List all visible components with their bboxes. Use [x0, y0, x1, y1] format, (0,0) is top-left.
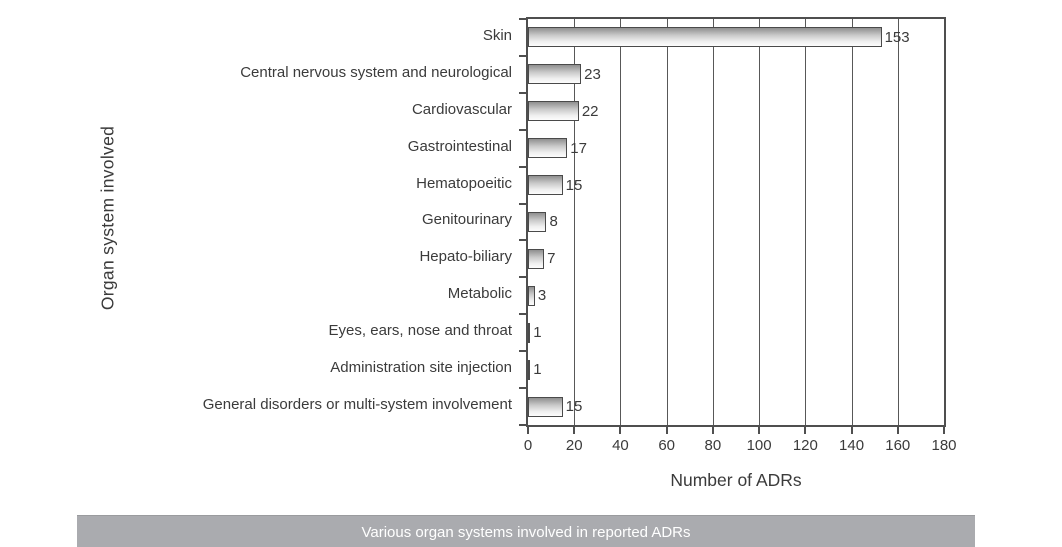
y-tick: [519, 18, 526, 20]
category-label: Cardiovascular: [411, 100, 512, 118]
x-tick: [897, 427, 899, 434]
x-tick: [851, 427, 853, 434]
y-tick: [519, 424, 526, 426]
x-tick-label: 60: [658, 437, 675, 454]
bar-row: [528, 240, 944, 277]
x-tick-label: 160: [885, 437, 911, 454]
x-tick: [527, 427, 529, 434]
bar: [528, 286, 535, 306]
y-tick: [519, 276, 526, 278]
bar-value-label: 22: [581, 102, 599, 120]
x-tick: [943, 427, 945, 434]
bar-value-label: 15: [565, 398, 583, 416]
bar-row: [528, 93, 944, 130]
y-tick: [519, 350, 526, 352]
bar-row: [528, 351, 944, 388]
bar: [528, 27, 882, 47]
y-tick: [519, 313, 526, 315]
y-tick: [519, 129, 526, 131]
bar-row: [528, 204, 944, 241]
category-label: Hepato-biliary: [419, 248, 512, 266]
bar: [528, 138, 567, 158]
y-tick: [519, 239, 526, 241]
bar-value-label: 153: [884, 28, 910, 46]
category-label: Eyes, ears, nose and throat: [328, 322, 512, 340]
bar-value-label: 1: [533, 361, 542, 379]
bar: [528, 101, 579, 121]
x-tick-label: 40: [612, 437, 629, 454]
bar: [528, 323, 530, 343]
bar: [528, 212, 546, 232]
x-tick-label: 100: [746, 437, 772, 454]
x-tick-label: 80: [704, 437, 722, 454]
bar-row: [528, 167, 944, 204]
x-tick-label: 140: [839, 437, 865, 454]
x-tick-label: 180: [931, 437, 957, 454]
x-tick: [666, 427, 668, 434]
category-label: Metabolic: [447, 285, 512, 303]
bar-row: [528, 388, 944, 425]
category-label: Central nervous system and neurological: [240, 63, 512, 81]
category-labels: [0, 17, 512, 423]
caption-bar: [77, 515, 975, 547]
bar-row: [528, 56, 944, 93]
bar: [528, 397, 563, 417]
bar-value-label: 1: [533, 324, 542, 342]
bar: [528, 64, 581, 84]
caption-text: Various organ systems involved in reported ADRs: [361, 523, 691, 541]
x-axis-title: Number of ADRs: [670, 470, 802, 490]
category-label: Skin: [482, 26, 512, 44]
bar: [528, 249, 544, 269]
y-tick: [519, 203, 526, 205]
bar-value-label: 3: [537, 287, 547, 305]
bar: [528, 175, 563, 195]
x-tick-labels: [523, 437, 957, 455]
category-label: Administration site injection: [330, 359, 512, 377]
category-label: Gastrointestinal: [407, 137, 512, 155]
category-label: Genitourinary: [421, 211, 512, 229]
bar-value-label: 7: [547, 250, 556, 268]
x-tick: [712, 427, 714, 434]
x-tick: [619, 427, 621, 434]
x-tick-label: 20: [565, 437, 583, 454]
category-label: Hematopoeitic: [416, 174, 512, 192]
y-tick: [519, 92, 526, 94]
bar-row: [528, 19, 944, 56]
y-tick: [519, 166, 526, 168]
x-tick: [758, 427, 760, 434]
bar-series: [528, 19, 944, 425]
bar: [528, 360, 530, 380]
category-label: General disorders or multi-system involvement: [202, 396, 512, 414]
y-tick: [519, 55, 526, 57]
x-tick-label: 0: [523, 437, 533, 454]
bar-value-label: 8: [549, 213, 558, 231]
bar-row: [528, 277, 944, 314]
y-tick: [519, 387, 526, 389]
x-tick: [573, 427, 575, 434]
plot-area: [526, 17, 946, 427]
bar-row: [528, 130, 944, 167]
bar-value-label: 23: [584, 65, 601, 83]
bar-value-label: 17: [570, 139, 587, 157]
bar-row: [528, 314, 944, 351]
bar-value-label: 15: [565, 176, 583, 194]
x-tick: [804, 427, 806, 434]
x-tick-label: 120: [792, 437, 818, 454]
y-axis-title: Organ system involved: [97, 125, 118, 311]
